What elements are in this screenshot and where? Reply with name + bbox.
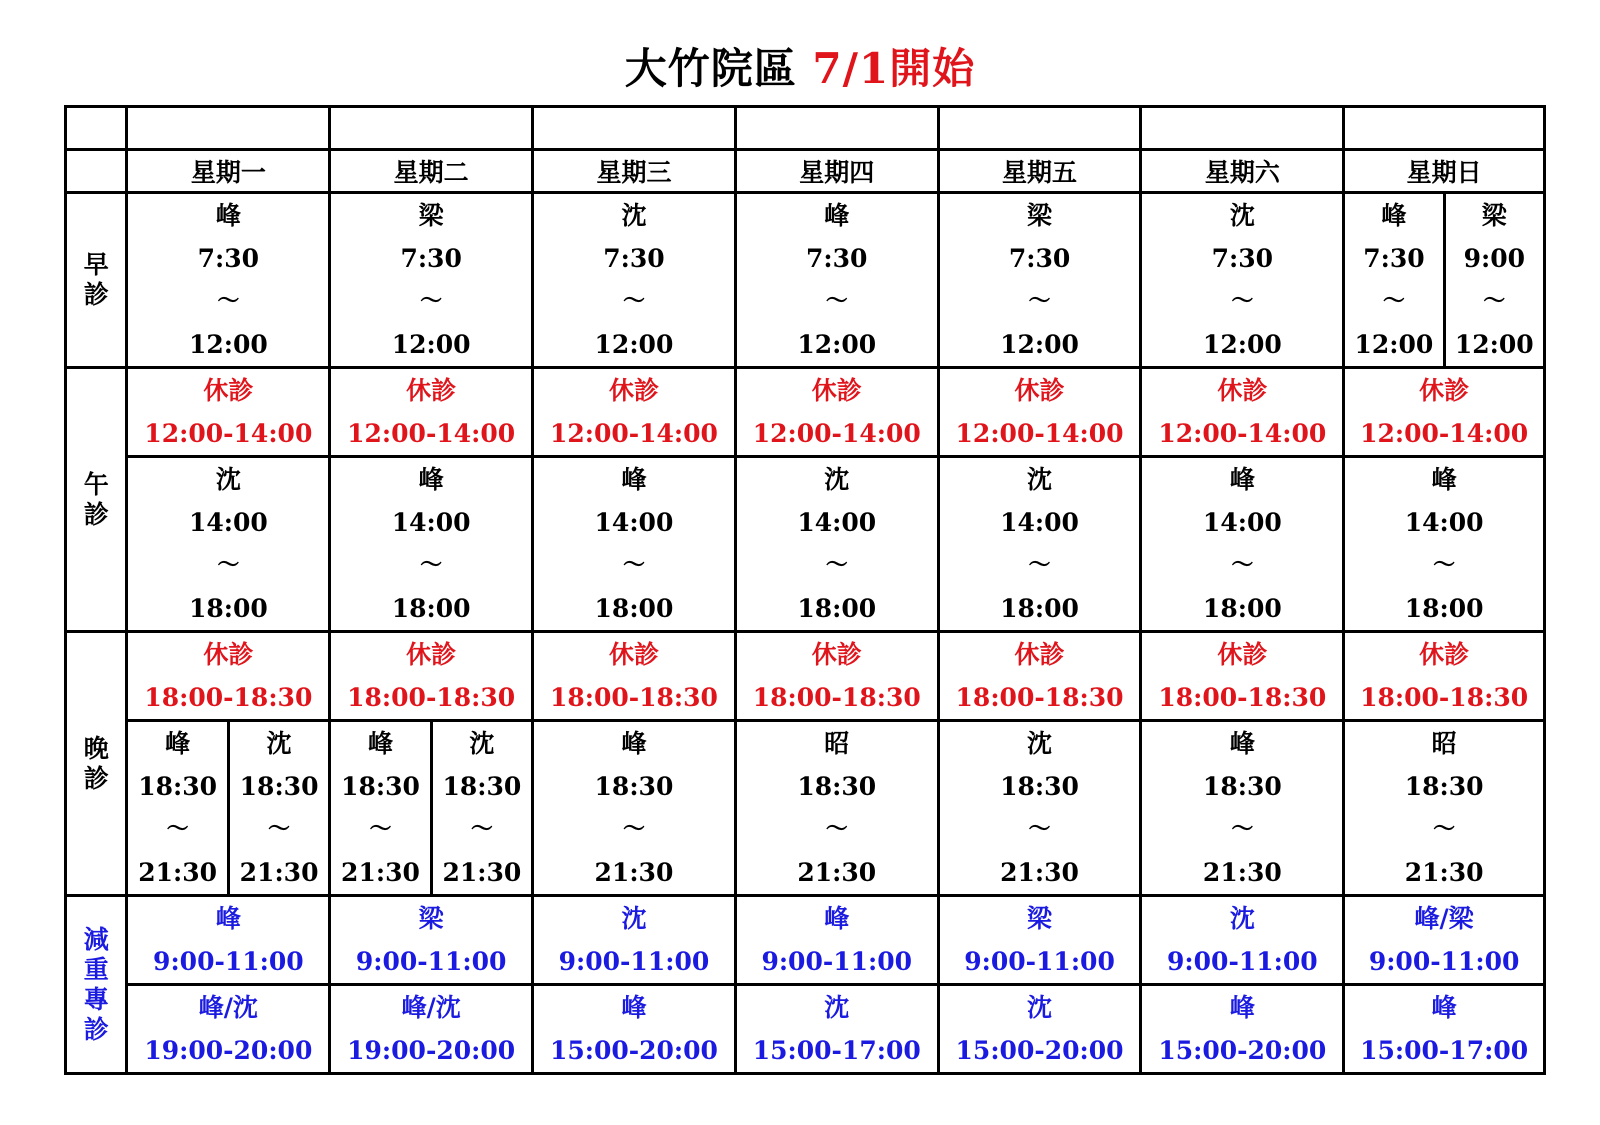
- blank-cell: [1141, 107, 1344, 150]
- rest-label: 休診: [1014, 376, 1065, 405]
- tilde: ～: [1231, 288, 1254, 314]
- end-time: 18:00: [1404, 594, 1484, 623]
- doctor-name: 峰/沈: [198, 993, 258, 1022]
- weightloss-cell: [938, 985, 1141, 1074]
- doctor-name: 峰: [165, 729, 191, 758]
- morning-row: [66, 193, 1545, 368]
- rest-time: 18:00-18:30: [752, 683, 921, 712]
- evening-rest-cell: [1344, 632, 1545, 721]
- start-time: 14:00: [797, 508, 877, 537]
- clinic-time: 19:00-20:00: [347, 1036, 516, 1065]
- evening-split-cell: [330, 721, 533, 896]
- page-title: [0, 36, 1600, 96]
- end-time: 21:30: [442, 858, 522, 887]
- rest-label: 休診: [406, 640, 457, 669]
- section-label-text: 午 診: [83, 469, 109, 529]
- weightloss-cell: [938, 896, 1141, 985]
- doctor-name: 梁: [1027, 904, 1053, 933]
- doctor-name: 昭: [824, 729, 850, 758]
- rest-label: 休診: [811, 640, 862, 669]
- tilde: ～: [825, 552, 848, 578]
- section-label-text: 晚 診: [83, 733, 109, 793]
- tilde: ～: [1483, 288, 1506, 314]
- doctor-name: 梁: [1481, 201, 1507, 230]
- rest-label: 休診: [1217, 640, 1268, 669]
- doctor-name: 沈: [621, 904, 647, 933]
- end-time: 18:00: [1000, 594, 1079, 623]
- start-time: 14:00: [1202, 508, 1282, 537]
- end-time: 12:00: [391, 330, 471, 359]
- start-time: 14:00: [391, 508, 471, 537]
- doctor-name: 沈: [1027, 993, 1053, 1022]
- evening-rest-cell: [330, 632, 533, 721]
- rest-time: 18:00-18:30: [955, 683, 1124, 712]
- noon-rest-cell: [735, 368, 938, 457]
- doctor-name: 峰: [1229, 729, 1255, 758]
- end-time: 21:30: [594, 858, 674, 887]
- doctor-name: 峰: [367, 729, 393, 758]
- morning-cell: [938, 193, 1141, 368]
- end-time: 21:30: [138, 858, 218, 887]
- end-time: 12:00: [1202, 330, 1282, 359]
- rest-label: 休診: [1014, 640, 1065, 669]
- blank-cell: [127, 107, 330, 150]
- evening-cell: [1344, 721, 1545, 896]
- start-time: 14:00: [1404, 508, 1484, 537]
- noon-rest-row: [66, 368, 1545, 457]
- start-time: 14:00: [188, 508, 268, 537]
- day-header-row: [66, 150, 1545, 193]
- blank-cell: [330, 107, 533, 150]
- end-time: 21:30: [1404, 858, 1484, 887]
- blank-cell: [533, 107, 736, 150]
- weightloss-cell: [330, 985, 533, 1074]
- doctor-name: 沈: [1027, 465, 1053, 494]
- day-header: 星期四: [735, 150, 938, 193]
- blank-row: [66, 107, 1545, 150]
- tilde: ～: [622, 552, 645, 578]
- rest-time: 18:00-18:30: [347, 683, 516, 712]
- rest-time: 12:00-14:00: [144, 419, 313, 448]
- weightloss-cell: [127, 896, 330, 985]
- start-time: 7:30: [1008, 244, 1071, 273]
- evening-subcell: [331, 722, 432, 894]
- afternoon-cell: [735, 457, 938, 632]
- start-time: 7:30: [400, 244, 462, 273]
- doctor-name: 沈: [469, 729, 495, 758]
- start-time: 7:30: [603, 244, 665, 273]
- doctor-name: 沈: [824, 465, 850, 494]
- start-time: 18:30: [138, 772, 218, 801]
- section-label-evening: [66, 632, 127, 896]
- morning-cell: [330, 193, 533, 368]
- evening-cell: [533, 721, 736, 896]
- tilde: ～: [217, 552, 240, 578]
- end-time: 18:00: [594, 594, 674, 623]
- doctor-name: 沈: [215, 465, 241, 494]
- day-header: 星期二: [330, 150, 533, 193]
- tilde: ～: [1028, 552, 1051, 578]
- evening-rest-cell: [127, 632, 330, 721]
- rest-label: 休診: [203, 376, 254, 405]
- evening-subcell: [230, 722, 328, 894]
- doctor-name: 峰: [215, 201, 241, 230]
- weightloss-cell: [330, 896, 533, 985]
- evening-rest-cell: [735, 632, 938, 721]
- afternoon-cell: [533, 457, 736, 632]
- rest-time: 18:00-18:30: [144, 683, 313, 712]
- start-time: 7:30: [806, 244, 868, 273]
- doctor-name: 峰: [621, 465, 647, 494]
- doctor-name: 峰: [1431, 993, 1457, 1022]
- clinic-time: 15:00-17:00: [1360, 1036, 1529, 1065]
- morning-cell: [533, 193, 736, 368]
- tilde: ～: [825, 816, 848, 842]
- tilde: ～: [1231, 816, 1254, 842]
- noon-rest-cell: [127, 368, 330, 457]
- evening-cell: [938, 721, 1141, 896]
- weightloss-am-row: [66, 896, 1545, 985]
- rest-time: 18:00-18:30: [1158, 683, 1327, 712]
- end-time: 18:00: [1202, 594, 1282, 623]
- clinic-time: 9:00-11:00: [355, 947, 507, 976]
- clinic-time: 9:00-11:00: [1167, 947, 1318, 976]
- noon-rest-cell: [330, 368, 533, 457]
- end-time: 18:00: [797, 594, 877, 623]
- end-time: 21:30: [239, 858, 319, 887]
- rest-label: 休診: [608, 640, 659, 669]
- day-header: 星期三: [533, 150, 736, 193]
- doctor-name: 沈: [824, 993, 850, 1022]
- weightloss-cell: [1141, 896, 1344, 985]
- start-time: 18:30: [594, 772, 674, 801]
- weightloss-cell: [533, 896, 736, 985]
- blank-cell: [1344, 107, 1545, 150]
- doctor-name: 峰: [1229, 465, 1255, 494]
- end-time: 12:00: [188, 330, 268, 359]
- rest-time: 18:00-18:30: [1360, 683, 1529, 712]
- morning-cell: [1141, 193, 1344, 368]
- evening-subcell: [433, 722, 531, 894]
- rest-time: 12:00-14:00: [955, 419, 1124, 448]
- doctor-name: 沈: [1027, 729, 1053, 758]
- clinic-time: 9:00-11:00: [558, 947, 710, 976]
- tilde: ～: [217, 288, 240, 314]
- doctor-name: 梁: [418, 904, 444, 933]
- morning-cell: [735, 193, 938, 368]
- doctor-name: 峰/沈: [401, 993, 461, 1022]
- morning-cell: [127, 193, 330, 368]
- tilde: ～: [420, 552, 443, 578]
- weightloss-pm-row: [66, 985, 1545, 1074]
- start-time: 7:30: [1363, 244, 1425, 273]
- rest-time: 12:00-14:00: [1158, 419, 1327, 448]
- tilde: ～: [1382, 288, 1405, 314]
- rest-time: 12:00-14:00: [752, 419, 921, 448]
- day-header: 星期日: [1344, 150, 1545, 193]
- start-time: 9:00: [1463, 244, 1526, 273]
- tilde: ～: [420, 288, 443, 314]
- evening-row: [66, 721, 1545, 896]
- rest-time: 12:00-14:00: [1360, 419, 1529, 448]
- start-time: 18:30: [1000, 772, 1079, 801]
- doctor-name: 峰: [824, 904, 850, 933]
- clinic-time: 9:00-11:00: [153, 947, 304, 976]
- blank-cell: [735, 107, 938, 150]
- tilde: ～: [268, 816, 291, 842]
- section-label-weightloss: [66, 896, 127, 1074]
- evening-subcell: [128, 722, 229, 894]
- afternoon-cell: [1344, 457, 1545, 632]
- end-time: 12:00: [594, 330, 674, 359]
- evening-rest-row: [66, 632, 1545, 721]
- doctor-name: 峰: [621, 993, 647, 1022]
- tilde: ～: [1231, 552, 1254, 578]
- clinic-time: 15:00-20:00: [1158, 1036, 1327, 1065]
- doctor-name: 峰: [1431, 465, 1457, 494]
- rest-label: 休診: [1217, 376, 1268, 405]
- evening-rest-cell: [938, 632, 1141, 721]
- clinic-time: 9:00-11:00: [761, 947, 913, 976]
- tilde: ～: [622, 288, 645, 314]
- end-time: 12:00: [1454, 330, 1534, 359]
- clinic-time: 19:00-20:00: [144, 1036, 313, 1065]
- tilde: ～: [1028, 816, 1051, 842]
- rest-time: 12:00-14:00: [347, 419, 516, 448]
- tilde: ～: [369, 816, 392, 842]
- day-header: 星期五: [938, 150, 1141, 193]
- weightloss-cell: [127, 985, 330, 1074]
- afternoon-cell: [1141, 457, 1344, 632]
- clinic-time: 9:00-11:00: [964, 947, 1115, 976]
- start-time: 18:30: [1404, 772, 1484, 801]
- section-label-morning: [66, 193, 127, 368]
- tilde: ～: [825, 288, 848, 314]
- weightloss-cell: [1344, 896, 1545, 985]
- section-label-text: 早 診: [83, 250, 109, 309]
- end-time: 21:30: [1000, 858, 1079, 887]
- title-date: 7/1開始: [812, 44, 976, 93]
- evening-split-cell: [127, 721, 330, 896]
- tilde: ～: [622, 816, 645, 842]
- tilde: ～: [1433, 816, 1456, 842]
- clinic-time: 15:00-20:00: [549, 1036, 718, 1065]
- title-main: 大竹院區: [624, 44, 813, 93]
- weightloss-cell: [1141, 985, 1344, 1074]
- doctor-name: 峰: [621, 729, 647, 758]
- rest-label: 休診: [406, 376, 457, 405]
- doctor-name: 峰: [824, 201, 850, 230]
- tilde: ～: [166, 816, 189, 842]
- weightloss-cell: [735, 896, 938, 985]
- doctor-name: 峰: [418, 465, 444, 494]
- morning-cell-sun-a: [1344, 193, 1444, 368]
- weightloss-cell: [735, 985, 938, 1074]
- morning-cell-sun-b: [1444, 193, 1544, 368]
- clinic-time: 9:00-11:00: [1368, 947, 1520, 976]
- start-time: 14:00: [594, 508, 674, 537]
- start-time: 7:30: [197, 244, 260, 273]
- end-time: 12:00: [797, 330, 877, 359]
- start-time: 18:30: [239, 772, 319, 801]
- rest-label: 休診: [608, 376, 659, 405]
- evening-cell: [735, 721, 938, 896]
- doctor-name: 沈: [621, 201, 647, 230]
- corner-cell: [66, 150, 127, 193]
- section-label-text: 減 重 專 診: [83, 924, 109, 1044]
- start-time: 7:30: [1211, 244, 1274, 273]
- noon-rest-cell: [1344, 368, 1545, 457]
- start-time: 18:30: [797, 772, 877, 801]
- afternoon-row: [66, 457, 1545, 632]
- end-time: 21:30: [341, 858, 420, 887]
- day-header: 星期一: [127, 150, 330, 193]
- end-time: 12:00: [1000, 330, 1079, 359]
- rest-label: 休診: [1419, 640, 1470, 669]
- rest-time: 18:00-18:30: [549, 683, 718, 712]
- blank-cell: [66, 107, 127, 150]
- rest-label: 休診: [1419, 376, 1470, 405]
- blank-cell: [938, 107, 1141, 150]
- schedule-table: [64, 105, 1546, 1075]
- weightloss-cell: [533, 985, 736, 1074]
- tilde: ～: [1028, 288, 1051, 314]
- evening-rest-cell: [1141, 632, 1344, 721]
- doctor-name: 昭: [1431, 729, 1457, 758]
- clinic-time: 15:00-20:00: [955, 1036, 1124, 1065]
- day-header: 星期六: [1141, 150, 1344, 193]
- start-time: 18:30: [1202, 772, 1282, 801]
- doctor-name: 梁: [1027, 201, 1053, 230]
- start-time: 18:30: [442, 772, 522, 801]
- clinic-time: 15:00-17:00: [752, 1036, 921, 1065]
- afternoon-cell: [127, 457, 330, 632]
- doctor-name: 沈: [266, 729, 292, 758]
- noon-rest-cell: [533, 368, 736, 457]
- evening-cell: [1141, 721, 1344, 896]
- end-time: 21:30: [1202, 858, 1282, 887]
- end-time: 12:00: [1354, 330, 1434, 359]
- end-time: 18:00: [188, 594, 268, 623]
- rest-time: 12:00-14:00: [549, 419, 718, 448]
- noon-rest-cell: [1141, 368, 1344, 457]
- end-time: 18:00: [391, 594, 471, 623]
- doctor-name: 峰: [1229, 993, 1255, 1022]
- noon-rest-cell: [938, 368, 1141, 457]
- rest-label: 休診: [203, 640, 254, 669]
- doctor-name: 沈: [1229, 904, 1255, 933]
- evening-rest-cell: [533, 632, 736, 721]
- section-label-afternoon: [66, 368, 127, 632]
- doctor-name: 峰: [1381, 201, 1407, 230]
- end-time: 21:30: [797, 858, 877, 887]
- afternoon-cell: [330, 457, 533, 632]
- tilde: ～: [470, 816, 493, 842]
- start-time: 14:00: [1000, 508, 1079, 537]
- weightloss-cell: [1344, 985, 1545, 1074]
- doctor-name: 沈: [1229, 201, 1255, 230]
- doctor-name: 峰: [215, 904, 241, 933]
- afternoon-cell: [938, 457, 1141, 632]
- doctor-name: 梁: [418, 201, 444, 230]
- start-time: 18:30: [341, 772, 420, 801]
- tilde: ～: [1433, 552, 1456, 578]
- rest-label: 休診: [811, 376, 862, 405]
- doctor-name: 峰/梁: [1414, 904, 1474, 933]
